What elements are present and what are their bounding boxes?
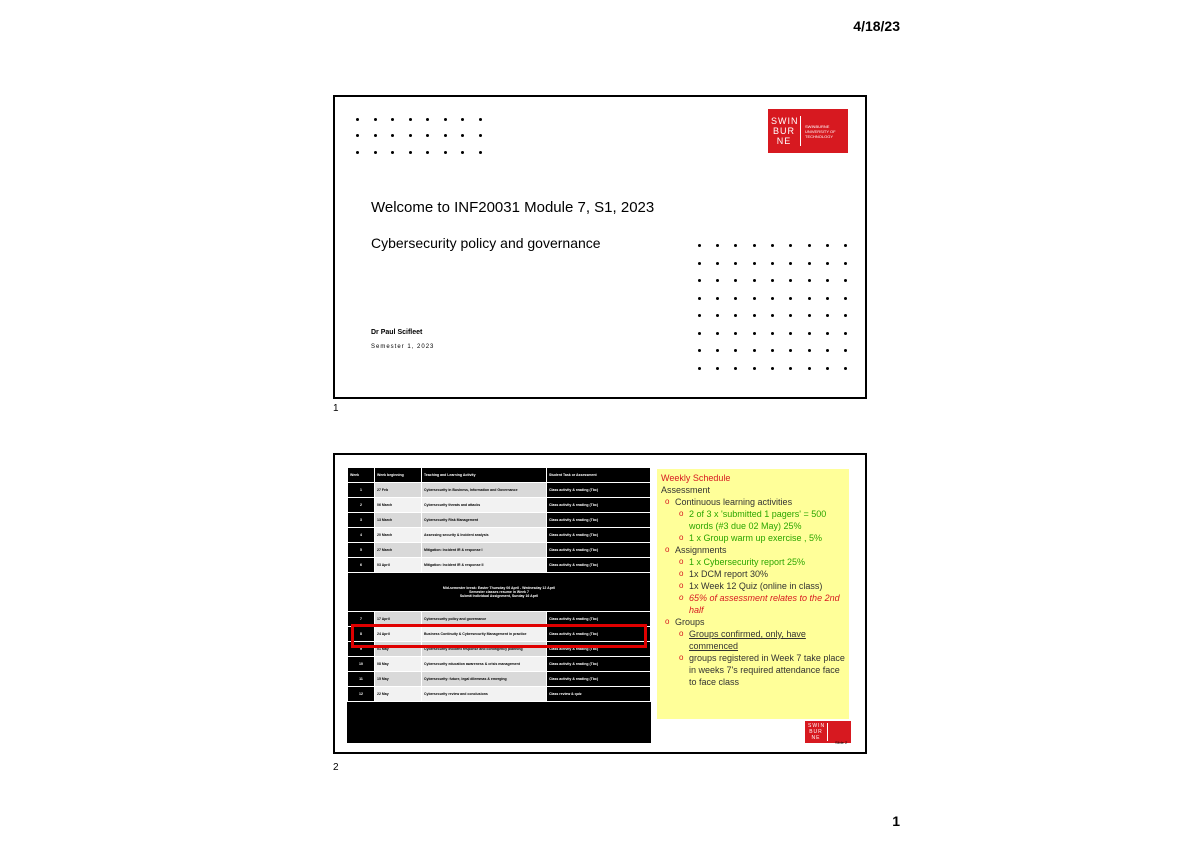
decorative-dot bbox=[753, 279, 756, 282]
decorative-dot bbox=[426, 134, 429, 137]
decorative-dot bbox=[409, 134, 412, 137]
table-cell: 3 bbox=[348, 513, 375, 528]
decorative-dot bbox=[734, 244, 737, 247]
decorative-dot bbox=[391, 134, 394, 137]
table-cell: Assessing security & Incident analysis bbox=[422, 528, 547, 543]
decorative-dot bbox=[426, 118, 429, 121]
table-cell: Cybersecurity Risk Management bbox=[422, 513, 547, 528]
swinburne-logo bbox=[768, 109, 848, 153]
decorative-dot bbox=[716, 332, 719, 335]
table-cell: 01 May bbox=[375, 642, 422, 657]
decorative-dot bbox=[753, 367, 756, 370]
decorative-dot bbox=[426, 151, 429, 154]
decorative-dot bbox=[356, 151, 359, 154]
logo-text: SWINBURNE UNIVERSITY OF TECHNOLOGY bbox=[805, 123, 836, 139]
table-cell: Cybersecurity threats and attacks bbox=[422, 498, 547, 513]
decorative-dot bbox=[716, 297, 719, 300]
decorative-dot bbox=[698, 279, 701, 282]
table-cell: Class activity & reading (Tbc) bbox=[547, 483, 651, 498]
table-cell: Mitigation: Incident IR & response I bbox=[422, 543, 547, 558]
decorative-dot bbox=[789, 332, 792, 335]
decorative-dot bbox=[844, 244, 847, 247]
groups-registered: o groups registered in Week 7 take place in weeks 7's required attendance face to face class bbox=[689, 652, 845, 688]
decorative-dot bbox=[826, 349, 829, 352]
continuous-sublist bbox=[675, 508, 845, 544]
table-cell: 15 May bbox=[375, 672, 422, 687]
decorative-dot bbox=[374, 134, 377, 137]
decorative-dot bbox=[808, 332, 811, 335]
table-cell: Business Continuity & Cybersecurity Management in practice bbox=[422, 627, 547, 642]
table-cell: 1 bbox=[348, 483, 375, 498]
decorative-dot bbox=[826, 279, 829, 282]
assessment-heading: Assessment bbox=[661, 485, 711, 495]
break-row bbox=[348, 573, 651, 612]
decorative-dot bbox=[409, 118, 412, 121]
table-cell: 22 May bbox=[375, 687, 422, 702]
decorative-dot bbox=[789, 367, 792, 370]
table-cell: 03 April bbox=[375, 558, 422, 573]
decorative-dot bbox=[826, 244, 829, 247]
schedule-table bbox=[347, 467, 651, 702]
decorative-dot bbox=[374, 151, 377, 154]
slide-label: Slide 2 bbox=[835, 740, 848, 745]
table-cell: 17 April bbox=[375, 612, 422, 627]
decorative-dot bbox=[808, 297, 811, 300]
continuous-activities: o Continuous learning activities bbox=[675, 496, 845, 508]
decorative-dot bbox=[789, 297, 792, 300]
table-row bbox=[348, 687, 651, 702]
table-row bbox=[348, 528, 651, 543]
column-header-task: Student Task or Assessment bbox=[547, 468, 651, 483]
table-cell: Cybersecurity incident response and contingency planning bbox=[422, 642, 547, 657]
decorative-dot bbox=[844, 297, 847, 300]
decorative-dot bbox=[698, 244, 701, 247]
decorative-dot bbox=[789, 244, 792, 247]
table-cell: Class activity & reading (Tbc) bbox=[547, 498, 651, 513]
break-line: Semester classes resume in Week 7 bbox=[469, 590, 529, 594]
decorative-dot bbox=[771, 314, 774, 317]
assessment-list bbox=[661, 496, 845, 688]
assignment-cyber-report: o 1 x Cybersecurity report 25% bbox=[689, 556, 845, 568]
table-cell: Cybersecurity review and conclusions bbox=[422, 687, 547, 702]
decorative-dot bbox=[808, 367, 811, 370]
decorative-dot bbox=[789, 349, 792, 352]
table-cell: 5 bbox=[348, 543, 375, 558]
decorative-dot bbox=[844, 367, 847, 370]
page-number: 1 bbox=[892, 813, 900, 829]
header-date: 4/18/23 bbox=[853, 18, 900, 34]
decorative-dot bbox=[753, 349, 756, 352]
decorative-dot bbox=[444, 134, 447, 137]
table-cell: Cybersecurity policy and governance bbox=[422, 612, 547, 627]
table-row bbox=[348, 543, 651, 558]
decorative-dot bbox=[753, 244, 756, 247]
decorative-dot bbox=[444, 151, 447, 154]
slide-title: Welcome to INF20031 Module 7, S1, 2023 bbox=[371, 199, 655, 216]
decorative-dot bbox=[409, 151, 412, 154]
assignments-heading: o Assignments bbox=[675, 544, 845, 556]
table-cell: 13 March bbox=[375, 513, 422, 528]
decorative-dot bbox=[716, 314, 719, 317]
decorative-dot bbox=[698, 367, 701, 370]
decorative-dot bbox=[716, 244, 719, 247]
groups-sublist bbox=[675, 628, 845, 688]
decorative-dot bbox=[479, 118, 482, 121]
decorative-dot bbox=[753, 262, 756, 265]
table-cell: Class review & quiz bbox=[547, 687, 651, 702]
decorative-dot bbox=[734, 314, 737, 317]
decorative-dot bbox=[698, 297, 701, 300]
decorative-dot bbox=[844, 332, 847, 335]
decorative-dot bbox=[771, 279, 774, 282]
current-week-highlight bbox=[351, 624, 647, 648]
table-cell: Mitigation: Incident IR & response II bbox=[422, 558, 547, 573]
decorative-dot bbox=[771, 367, 774, 370]
decorative-dot bbox=[789, 279, 792, 282]
decorative-dot bbox=[789, 314, 792, 317]
decorative-dot bbox=[698, 314, 701, 317]
schedule-table-container bbox=[347, 467, 651, 743]
assignment-quiz: o 1x Week 12 Quiz (online in class) bbox=[689, 580, 845, 592]
decorative-dot bbox=[753, 297, 756, 300]
semester-label: Semester 1, 2023 bbox=[371, 344, 435, 350]
decorative-dot bbox=[479, 151, 482, 154]
decorative-dot bbox=[844, 279, 847, 282]
break-line: Submit Individual Assignment, Sunday 16 April bbox=[459, 594, 539, 598]
table-cell: 20 March bbox=[375, 528, 422, 543]
table-cell: Class activity & reading (Tbc) bbox=[547, 627, 651, 642]
decorative-dot bbox=[753, 314, 756, 317]
decorative-dot bbox=[356, 134, 359, 137]
decorative-dot bbox=[374, 118, 377, 121]
table-header-row bbox=[348, 468, 651, 483]
groups-confirmed: o Groups confirmed, only, have commenced bbox=[689, 628, 845, 652]
decorative-dot bbox=[808, 244, 811, 247]
table-cell: 11 bbox=[348, 672, 375, 687]
item-one-pagers: o 2 of 3 x 'submitted 1 pagers' = 500 words (#3 due 02 May) 25% bbox=[689, 508, 845, 532]
slide-2-thumbnail[interactable] bbox=[333, 453, 867, 754]
right-dot-pattern bbox=[690, 237, 855, 377]
logo-mark: SWIN BUR NE bbox=[768, 116, 801, 146]
table-cell: 10 bbox=[348, 657, 375, 672]
slide-1-number: 1 bbox=[333, 403, 339, 414]
decorative-dot bbox=[716, 279, 719, 282]
groups-heading: o Groups bbox=[675, 616, 845, 628]
slide-1-thumbnail[interactable] bbox=[333, 95, 867, 399]
decorative-dot bbox=[771, 297, 774, 300]
decorative-dot bbox=[844, 262, 847, 265]
table-cell: 4 bbox=[348, 528, 375, 543]
decorative-dot bbox=[771, 262, 774, 265]
decorative-dot bbox=[734, 262, 737, 265]
table-row bbox=[348, 672, 651, 687]
decorative-dot bbox=[391, 151, 394, 154]
table-cell: Cybersecurity: future, legal dilemmas & emerging bbox=[422, 672, 547, 687]
table-cell: 6 bbox=[348, 558, 375, 573]
decorative-dot bbox=[808, 314, 811, 317]
slide-subtitle: Cybersecurity policy and governance bbox=[371, 235, 601, 251]
table-row bbox=[348, 483, 651, 498]
table-cell: 12 bbox=[348, 687, 375, 702]
decorative-dot bbox=[771, 349, 774, 352]
slide-2-number: 2 bbox=[333, 762, 339, 773]
presenter-name: Dr Paul Scifleet bbox=[371, 329, 423, 336]
table-row bbox=[348, 513, 651, 528]
table-cell: Class activity & reading (Tbc) bbox=[547, 612, 651, 627]
table-cell: Class activity & reading (Tbc) bbox=[547, 558, 651, 573]
column-header-week-beginning: Week beginning bbox=[375, 468, 422, 483]
table-cell: Class activity & reading (Tbc) bbox=[547, 672, 651, 687]
decorative-dot bbox=[808, 262, 811, 265]
decorative-dot bbox=[444, 118, 447, 121]
decorative-dot bbox=[771, 332, 774, 335]
decorative-dot bbox=[479, 134, 482, 137]
decorative-dot bbox=[808, 349, 811, 352]
table-cell: 7 bbox=[348, 612, 375, 627]
table-cell: 06 March bbox=[375, 498, 422, 513]
table-cell: Class activity & reading (Tbc) bbox=[547, 642, 651, 657]
item-group-warmup: o 1 x Group warm up exercise , 5% bbox=[689, 532, 845, 544]
table-cell: Class activity & reading (Tbc) bbox=[547, 513, 651, 528]
table-cell: Class activity & reading (Tbc) bbox=[547, 543, 651, 558]
decorative-dot bbox=[734, 349, 737, 352]
table-cell: 8 bbox=[348, 627, 375, 642]
top-left-dot-pattern bbox=[349, 111, 489, 161]
table-row bbox=[348, 558, 651, 573]
decorative-dot bbox=[461, 134, 464, 137]
assignment-dcm-report: o 1x DCM report 30% bbox=[689, 568, 845, 580]
table-cell: 27 Feb bbox=[375, 483, 422, 498]
assignments-sublist bbox=[675, 556, 845, 616]
logo-mark-small: SWIN BUR NE bbox=[805, 723, 828, 741]
column-header-week: Week bbox=[348, 468, 375, 483]
table-cell: Cybersecurity in Business, Information and Governance bbox=[422, 483, 547, 498]
decorative-dot bbox=[826, 314, 829, 317]
table-cell: 9 bbox=[348, 642, 375, 657]
weekly-schedule-panel bbox=[657, 469, 849, 719]
column-header-activity: Teaching and Learning Activity bbox=[422, 468, 547, 483]
decorative-dot bbox=[808, 279, 811, 282]
decorative-dot bbox=[753, 332, 756, 335]
decorative-dot bbox=[826, 332, 829, 335]
decorative-dot bbox=[716, 262, 719, 265]
decorative-dot bbox=[826, 262, 829, 265]
decorative-dot bbox=[734, 367, 737, 370]
decorative-dot bbox=[844, 314, 847, 317]
decorative-dot bbox=[734, 297, 737, 300]
table-row bbox=[348, 657, 651, 672]
decorative-dot bbox=[698, 262, 701, 265]
table-cell: 2 bbox=[348, 498, 375, 513]
break-line: Mid-semester break: Easter Thursday 06 April - Wednesday 12 April bbox=[442, 586, 556, 590]
table-cell: 08 May bbox=[375, 657, 422, 672]
table-cell: Class activity & reading (Tbc) bbox=[547, 657, 651, 672]
decorative-dot bbox=[826, 367, 829, 370]
decorative-dot bbox=[461, 151, 464, 154]
decorative-dot bbox=[391, 118, 394, 121]
table-cell: 27 March bbox=[375, 543, 422, 558]
panel-heading: Weekly Schedule bbox=[661, 473, 731, 483]
decorative-dot bbox=[826, 297, 829, 300]
decorative-dot bbox=[716, 367, 719, 370]
assignment-percentage-note: o 65% of assessment relates to the 2nd half bbox=[689, 592, 845, 616]
table-cell: Class activity & reading (Tbc) bbox=[547, 528, 651, 543]
decorative-dot bbox=[716, 349, 719, 352]
decorative-dot bbox=[698, 332, 701, 335]
decorative-dot bbox=[461, 118, 464, 121]
decorative-dot bbox=[844, 349, 847, 352]
decorative-dot bbox=[698, 349, 701, 352]
decorative-dot bbox=[734, 332, 737, 335]
decorative-dot bbox=[789, 262, 792, 265]
table-cell: Cybersecurity education awareness & crisis management bbox=[422, 657, 547, 672]
table-cell: 24 April bbox=[375, 627, 422, 642]
decorative-dot bbox=[356, 118, 359, 121]
decorative-dot bbox=[771, 244, 774, 247]
table-row bbox=[348, 498, 651, 513]
decorative-dot bbox=[734, 279, 737, 282]
